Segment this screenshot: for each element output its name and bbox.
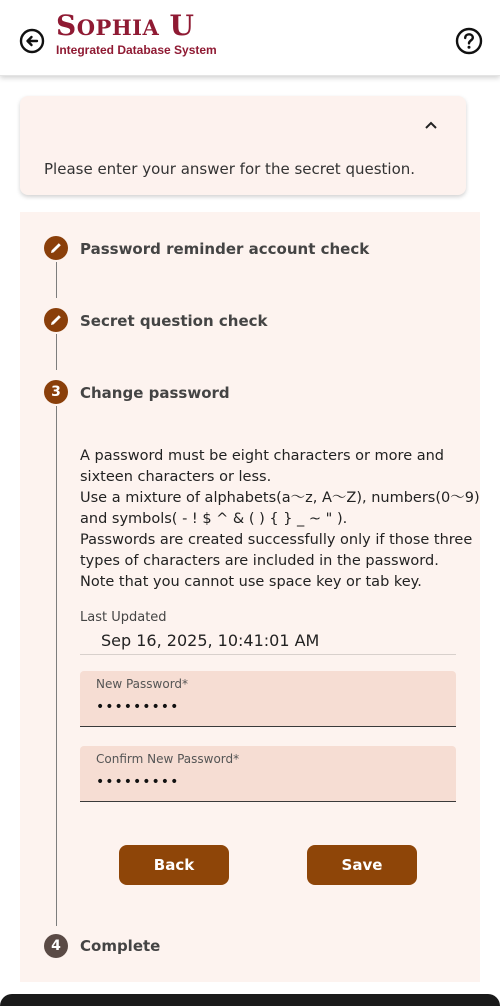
chevron-up-icon[interactable] [423,117,439,133]
step-1-edit-icon [44,236,68,260]
new-password-value: ••••••••• [96,699,180,715]
back-button[interactable]: Back [119,845,229,885]
confirm-password-label: Confirm New Password* [96,752,240,766]
password-rules [80,446,480,593]
confirm-password-value: ••••••••• [96,774,180,790]
logo-title: SOPHIA U [56,9,195,42]
step-connector [56,334,57,370]
rule-line: and symbols( - ! $ ^ & ( ) { } _ ~ " ). [80,511,348,527]
step-connector [56,406,57,926]
device-bottom-edge [0,994,500,1006]
step-4-label: Complete [80,937,161,955]
divider [80,654,456,655]
last-updated-label: Last Updated [80,610,167,625]
new-password-label: New Password* [96,677,189,691]
rule-line: Use a mixture of alphabets(a～z, A～Z), numbers(0～9) [80,490,480,506]
step-3-number: 3 [44,380,68,404]
logo [56,11,217,57]
save-button[interactable]: Save [307,845,417,885]
step-4-number: 4 [44,934,68,958]
confirm-password-field[interactable] [80,746,456,802]
step-2-edit-icon [44,308,68,332]
step-2-label: Secret question check [80,312,268,330]
step-connector [56,262,57,298]
rule-line: Passwords are created successfully only if those three [80,532,473,548]
rule-line: A password must be eight characters or more and [80,448,445,464]
last-updated-value: Sep 16, 2025, 10:41:01 AM [101,631,320,650]
rule-line: types of characters are included in the password. [80,553,439,569]
back-arrow-icon[interactable] [19,28,45,54]
step-3-label: Change password [80,384,230,402]
pencil-icon [44,308,68,332]
help-icon[interactable] [455,27,483,55]
logo-subtitle: Integrated Database System [56,43,217,57]
step-1-label: Password reminder account check [80,240,370,258]
pencil-icon [44,236,68,260]
app-header [0,0,500,76]
rule-line: Note that you cannot use space key or tab key. [80,574,422,590]
info-panel [20,96,466,195]
new-password-field[interactable] [80,671,456,727]
info-message: Please enter your answer for the secret question. [44,160,416,178]
rule-line: sixteen characters or less. [80,469,272,485]
